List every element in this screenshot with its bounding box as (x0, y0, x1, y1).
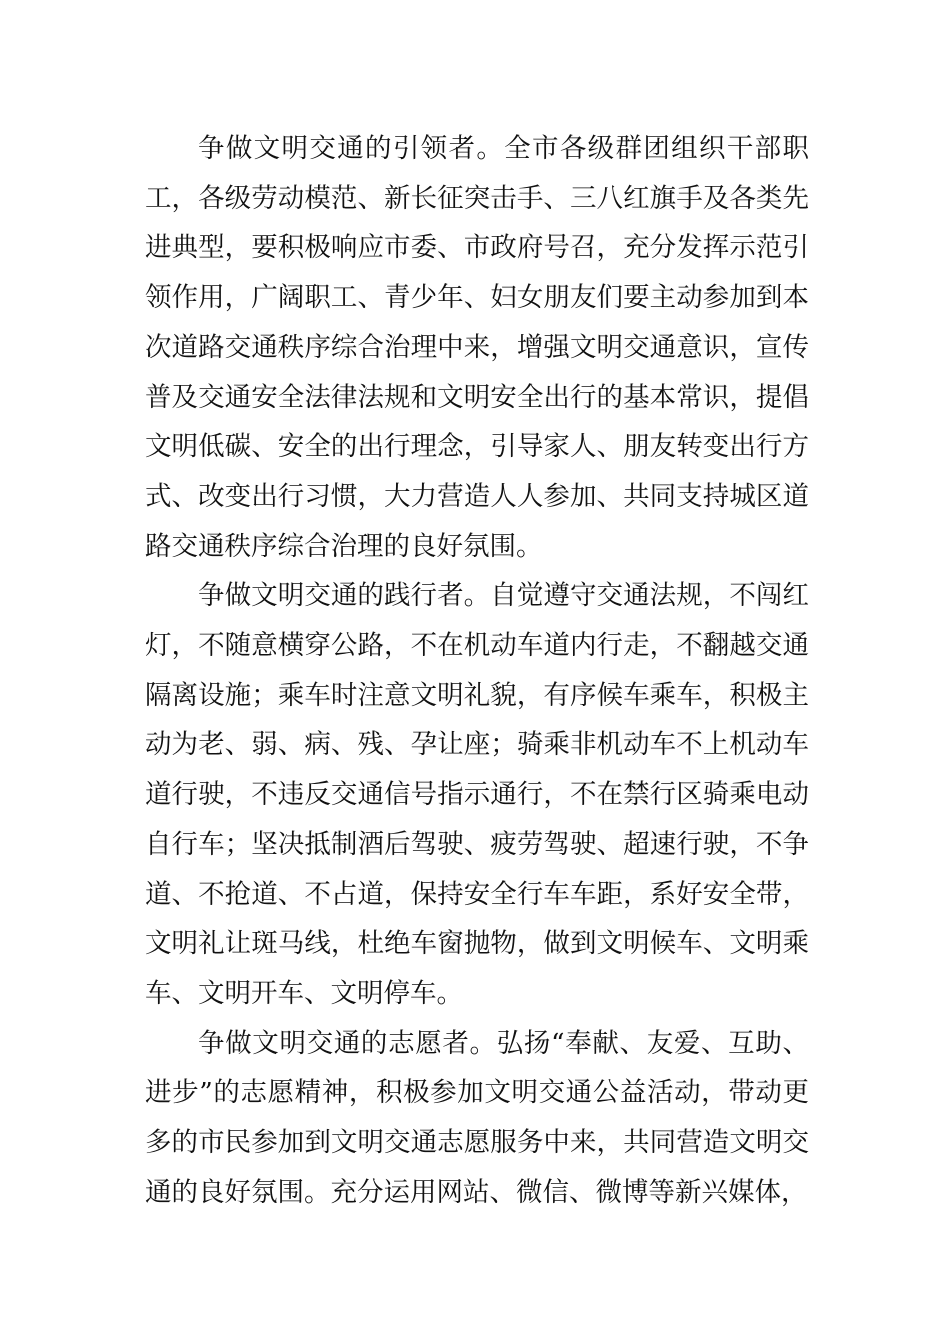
paragraph-volunteer: 争做文明交通的志愿者。弘扬“奉献、友爱、互助、进步”的志愿精神，积极参加文明交通公益活动，带动更多的市民参加到文明交通志愿服务中来，共同营造文明交通的良好氛围。充分运用网站、微信、微博等新兴媒体， (145, 1027, 809, 1208)
paragraph-practitioner: 争做文明交通的践行者。自觉遵守交通法规，不闯红灯，不随意横穿公路，不在机动车道内行走，不翻越交通隔离设施；乘车时注意文明礼貌，有序候车乘车，积极主动为老、弱、病、残、孕让座；骑乘非机动车不上机动车道行驶，不违反交通信号指示通行，不在禁行区骑乘电动自行车；坚决抵制酒后驾驶、疲劳驾驶、超速行驶，不争道、不抢道、不占道，保持安全行车车距，系好安全带，文明礼让斑马线，杜绝车窗抛物，做到文明候车、文明乘车、文明开车、文明停车。 (145, 580, 809, 1009)
paragraph-leader: 争做文明交通的引领者。全市各级群团组织干部职工，各级劳动模范、新长征突击手、三八红旗手及各类先进典型，要积极响应市委、市政府号召，充分发挥示范引领作用，广阔职工、青少年、妇女朋友们要主动参加到本次道路交通秩序综合治理中来，增强文明交通意识，宣传普及交通安全法律法规和文明安全出行的基本常识，提倡文明低碳、安全的出行理念，引导家人、朋友转变出行方式、改变出行习惯，大力营造人人参加、共同支持城区道路交通秩序综合治理的良好氛围。 (145, 133, 809, 562)
